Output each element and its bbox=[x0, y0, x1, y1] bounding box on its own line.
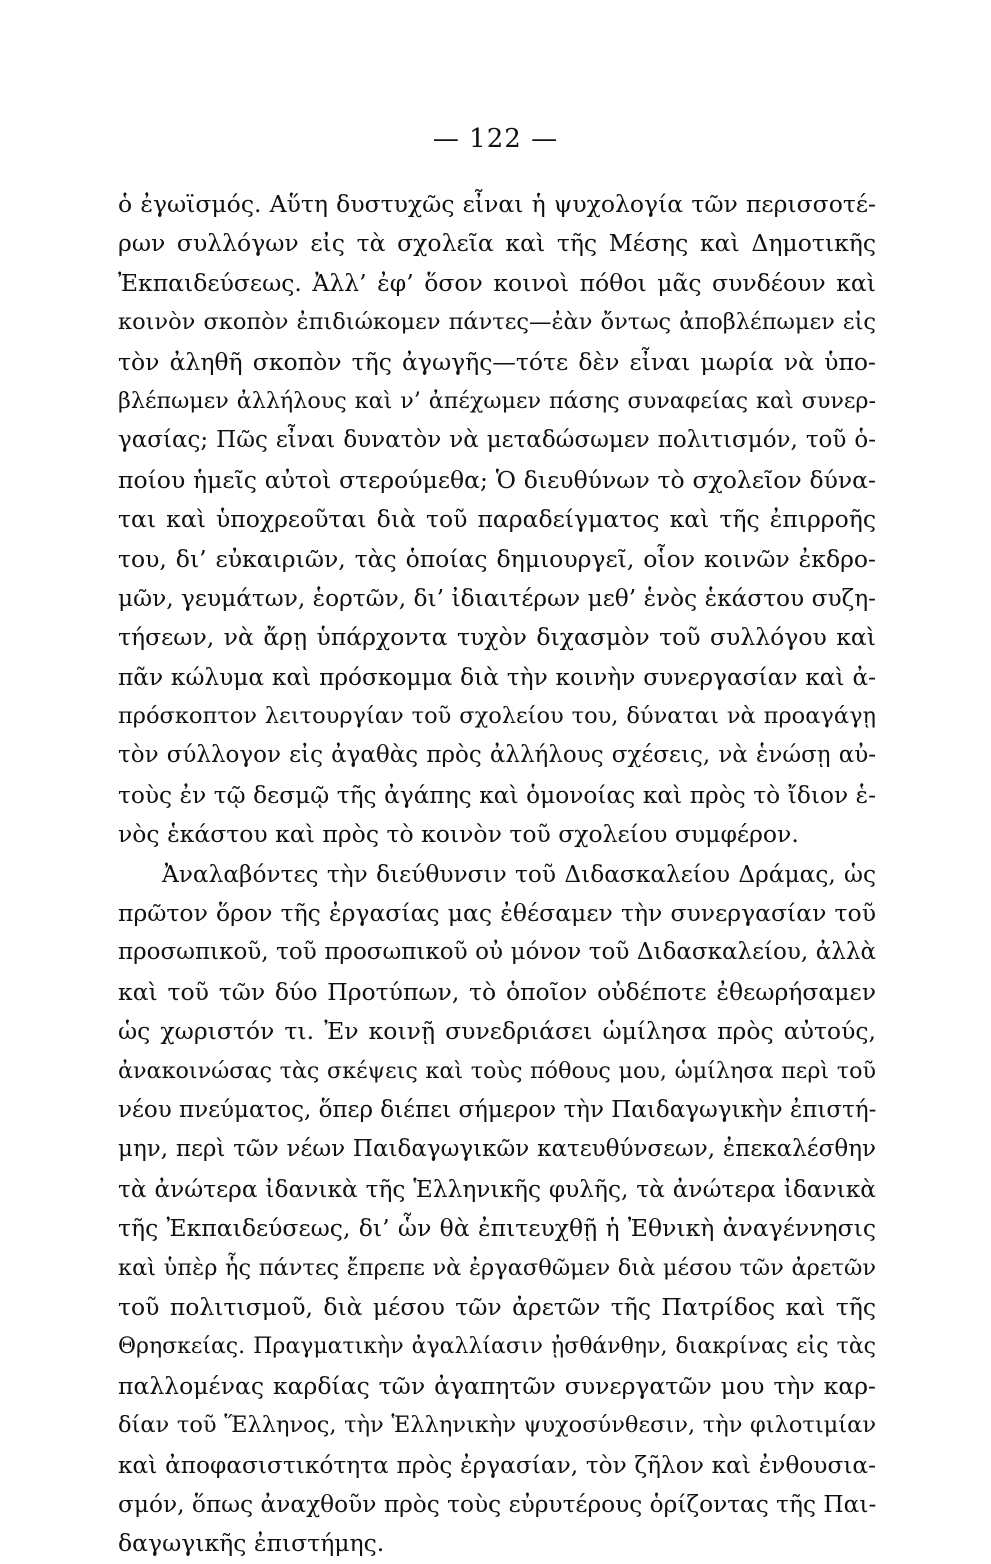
text-line: τὰ ἀνώτερα ἰδανικὰ τῆς Ἑλληνικῆς φυλῆς, τὰ ἀνώτερα ἰδανικὰ bbox=[118, 1175, 876, 1203]
text-line: ὡς χωριστόν τι. Ἐν κοινῇ συνεδριάσει ὡμίλησα πρὸς αὐτούς, bbox=[118, 1017, 876, 1046]
text-line: ται καὶ ὑποχρεοῦται διὰ τοῦ παραδείγματος καὶ τῆς ἐπιρροῆς bbox=[118, 505, 876, 534]
paragraph-2 bbox=[118, 855, 876, 1564]
text-line: πρόσκοπτον λειτουργίαν τοῦ σχολείου του, δύναται νὰ προαγάγῃ bbox=[118, 703, 876, 730]
text-line: δίαν τοῦ Ἕλληνος, τὴν Ἑλληνικὴν ψυχοσύνθεσιν, τὴν φιλοτιμίαν bbox=[118, 1412, 876, 1439]
text-line: καὶ ὑπὲρ ἧς πάντες ἔπρεπε νὰ ἐργασθῶμεν διὰ μέσου τῶν ἀρετῶν bbox=[118, 1254, 876, 1281]
text-line: τήσεων, νὰ ἄρῃ ὑπάρχοντα τυχὸν διχασμὸν τοῦ συλλόγου καὶ bbox=[118, 623, 876, 652]
paragraph-1 bbox=[118, 185, 876, 855]
text-line: μην, περὶ τῶν νέων Παιδαγωγικῶν κατευθύνσεων, ἐπεκαλέσθην bbox=[118, 1136, 876, 1163]
text-line: τῆς Ἐκπαιδεύσεως, δι’ ὧν θὰ ἐπιτευχθῇ ἡ Ἐθνικὴ ἀναγέννησις bbox=[118, 1214, 876, 1243]
body-text bbox=[118, 185, 876, 1564]
text-line: τοὺς ἐν τῷ δεσμῷ τῆς ἀγάπης καὶ ὁμονοίας καὶ πρὸς τὸ ἴδιον ἑ- bbox=[118, 781, 876, 809]
text-line: παλλομένας καρδίας τῶν ἀγαπητῶν συνεργατῶν μου τὴν καρ- bbox=[118, 1371, 876, 1400]
text-line: μῶν, γευμάτων, ἑορτῶν, δι’ ἰδιαιτέρων μεθ’ ἑνὸς ἑκάστου συζη- bbox=[118, 584, 876, 612]
text-line: ἀνακοινώσας τὰς σκέψεις καὶ τοὺς πόθους μου, ὡμίλησα περὶ τοῦ bbox=[118, 1057, 876, 1084]
text-line: του, δι’ εὐκαιριῶν, τὰς ὁποίας δημιουργεῖ, οἷον κοινῶν ἐκδρο- bbox=[118, 544, 876, 573]
text-line: κοινὸν σκοπὸν ἐπιδιώκομεν πάντες—ἐὰν ὄντως ἀποβλέπωμεν εἰς bbox=[118, 309, 876, 336]
text-line: γασίας; Πῶς εἶναι δυνατὸν νὰ μεταδώσωμεν πολιτισμόν, τοῦ ὁ- bbox=[118, 427, 876, 454]
text-line: Ἐκπαιδεύσεως. Ἀλλ’ ἐφ’ ὅσον κοινοὶ πόθοι μᾶς συνδέουν καὶ bbox=[118, 268, 876, 297]
text-line: βλέπωμεν ἀλλήλους καὶ ν’ ἀπέχωμεν πάσης συναφείας καὶ συνερ- bbox=[118, 387, 876, 414]
text-line: καὶ ἀποφασιστικότητα πρὸς ἐργασίαν, τὸν ζῆλον καὶ ἐνθουσια- bbox=[118, 1451, 876, 1479]
text-line: καὶ τοῦ τῶν δύο Προτύπων, τὸ ὁποῖον οὐδέποτε ἐθεωρήσαμεν bbox=[118, 977, 876, 1006]
text-line: Θρησκείας. Πραγματικὴν ἀγαλλίασιν ᾐσθάνθην, διακρίνας εἰς τὰς bbox=[118, 1334, 876, 1360]
text-line: Ἀναλαβόντες τὴν διεύθυνσιν τοῦ Διδασκαλείου Δράμας, ὡς bbox=[162, 860, 876, 888]
text-line: τὸν ἀληθῆ σκοπὸν τῆς ἀγωγῆς—τότε δὲν εἶναι μωρία νὰ ὑπο- bbox=[118, 347, 876, 376]
text-line: δαγωγικῆς ἐπιστήμης. bbox=[118, 1529, 385, 1558]
text-line: πρῶτον ὅρον τῆς ἐργασίας μας ἐθέσαμεν τὴν συνεργασίαν τοῦ bbox=[118, 899, 876, 928]
text-line: νὸς ἑκάστου καὶ πρὸς τὸ κοινὸν τοῦ σχολείου συμφέρον. bbox=[118, 820, 799, 849]
text-line: τὸν σύλλογον εἰς ἀγαθὰς πρὸς ἀλλήλους σχέσεις, νὰ ἑνώσῃ αὐ- bbox=[118, 742, 876, 769]
text-line: ποίου ἡμεῖς αὐτοὶ στερούμεθα; Ὁ διευθύνων τὸ σχολεῖον δύνα- bbox=[118, 465, 876, 494]
text-line: τοῦ πολιτισμοῦ, διὰ μέσου τῶν ἀρετῶν τῆς Πατρίδος καὶ τῆς bbox=[118, 1292, 876, 1321]
text-line: πᾶν κώλυμα καὶ πρόσκομμα διὰ τὴν κοινὴν συνεργασίαν καὶ ἀ- bbox=[118, 663, 876, 691]
page-number: — 122 — bbox=[432, 124, 559, 154]
text-line: νέου πνεύματος, ὅπερ διέπει σήμερον τὴν Παιδαγωγικὴν ἐπιστή- bbox=[118, 1096, 877, 1123]
text-line: σμόν, ὅπως ἀναχθοῦν πρὸς τοὺς εὐρυτέρους ὁρίζοντας τῆς Παι- bbox=[118, 1490, 877, 1518]
text-line: ρων συλλόγων εἰς τὰ σχολεῖα καὶ τῆς Μέσης καὶ Δημοτικῆς bbox=[118, 229, 876, 258]
text-line: ὁ ἐγωϊσμός. Αὕτη δυστυχῶς εἶναι ἡ ψυχολογία τῶν περισσοτέ- bbox=[118, 190, 876, 218]
text-line: προσωπικοῦ, τοῦ προσωπικοῦ οὐ μόνον τοῦ Διδασκαλείου, ἀλλὰ bbox=[118, 939, 876, 966]
